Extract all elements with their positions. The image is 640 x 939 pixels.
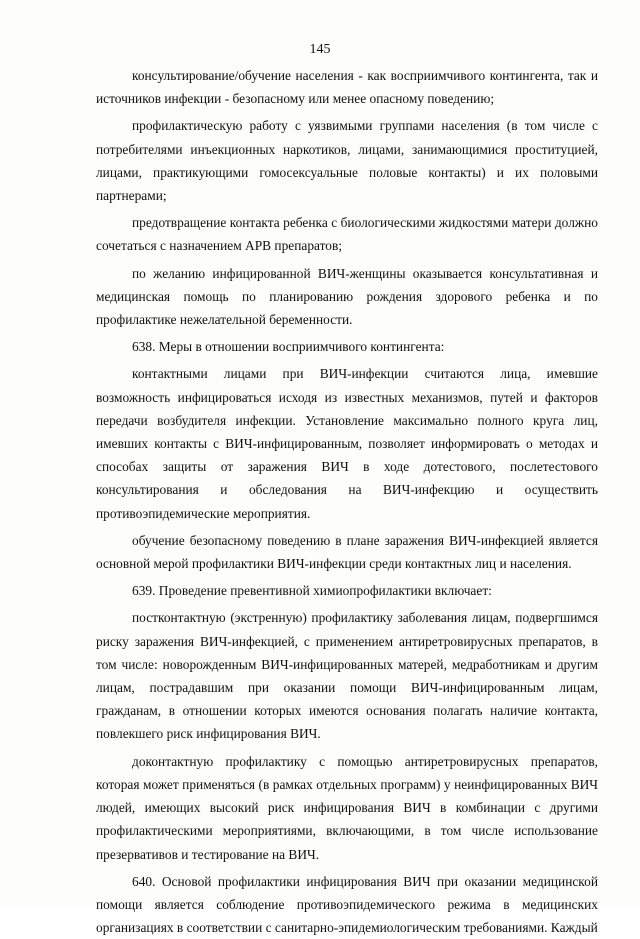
- paragraph-counseling: консультирование/обучение населения - как восприимчивого контингента, так и источников инфекции - безопасному или менее опасному поведению;: [96, 68, 598, 107]
- page-number: 145: [309, 42, 331, 57]
- paragraph-child-contact: предотвращение контакта ребенка с биологическими жидкостями матери должно сочетаться с назначением АРВ препаратов;: [96, 215, 598, 254]
- section-heading-638: 638. Меры в отношении восприимчивого контингента:: [132, 339, 445, 355]
- paragraph-pre-exposure: доконтактную профилактику с помощью антиретровирусных препаратов, которая может применяться (в рамках отдельных программ) у неинфицированных ВИЧ людей, имеющих высокий риск инфицирования ВИЧ в комбинации с другими профилактическими мероприятиями, включающими, в том числе использование презервативов и тестирование на ВИЧ.: [96, 753, 598, 862]
- section-paragraph-640: 640. Основой профилактики инфицирования ВИЧ при оказании медицинской помощи является соблюдение противоэпидемического режима в медицинских организациях в соответствии с санитарно-эпидемиологическим требованиями. Каждый: [96, 873, 598, 936]
- section-heading-639: 639. Проведение превентивной химиопрофилактики включает:: [132, 583, 492, 599]
- paragraph-vulnerable-groups: профилактическую работу с уязвимыми группами населения (в том числе с потребителями инъекционных наркотиков, лицами, занимающимися проституцией, лицами, практикующими гомосексуальные половые контакты) и их половыми партнерами;: [96, 118, 598, 204]
- paragraph-contact-persons: контактными лицами при ВИЧ-инфекции считаются лица, имевшие возможность инфицироваться исходя из известных механизмов, путей и факторов передачи возбудителя инфекции. Установление максимально полного круга лиц, имевших контакты с ВИЧ-инфицированным, позволяет информировать о методах и способах защиты от заражения ВИЧ в ходе дотестового, послетестового консультирования и обследования на ВИЧ-инфекцию и осуществить противоэпидемические мероприятия.: [96, 366, 598, 521]
- document-body: [96, 64, 598, 939]
- paragraph-post-exposure: постконтактную (экстренную) профилактику заболевания лицам, подвергшимся риску заражения ВИЧ-инфекцией, с применением антиретровирусных препаратов, в том числе: новорожденным ВИЧ-инфицированных матерей, медработникам и другим лицам, пострадавшим при оказании помощи ВИЧ-инфицированным лицам, гражданам, в отношении которых имеются основания полагать наличие контакта, повлекшего риск инфицирования ВИЧ.: [96, 610, 598, 742]
- paragraph-safe-behavior: обучение безопасному поведению в плане заражения ВИЧ-инфекцией является основной мерой профилактики ВИЧ-инфекции среди контактных лиц и населения.: [96, 532, 598, 572]
- paragraph-pregnancy-planning: по желанию инфицированной ВИЧ-женщины оказывается консультативная и медицинская помощь по планированию рождения здорового ребенка и по профилактике нежелательной беременности.: [96, 265, 598, 328]
